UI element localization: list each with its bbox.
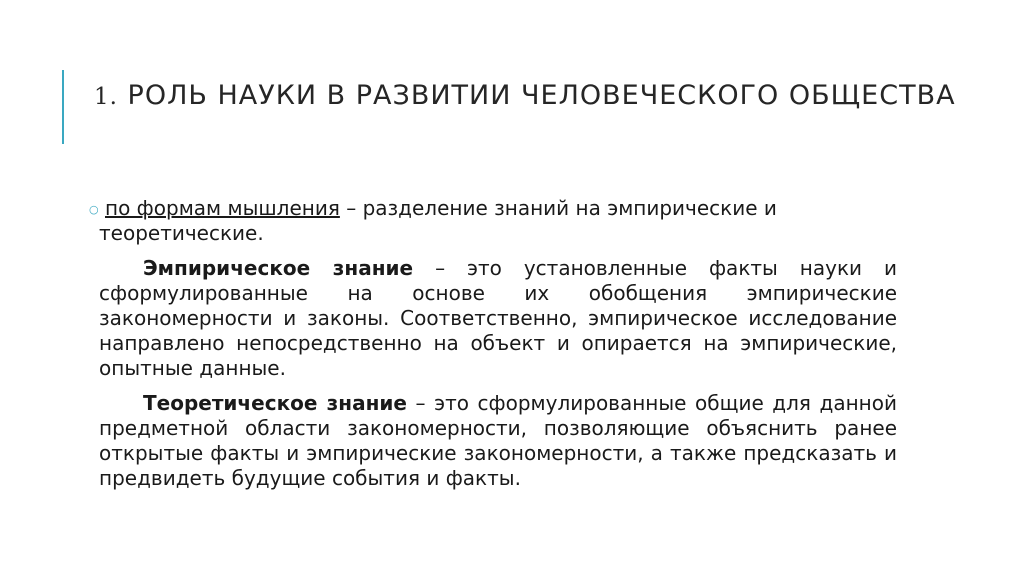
bullet-item	[89, 196, 897, 246]
theoretical-text: – это сформулированные общие для данной предметной области закономерности, позволяющие объяснить ранее открытые факты и эмпирические закономерности, а также предсказать и предвидеть будущие события и факты.	[99, 391, 897, 490]
bullet-text: – разделение знаний на эмпирические и теоретические.	[99, 196, 777, 245]
theoretical-term: Теоретическое знание	[143, 391, 407, 415]
slide-title	[94, 80, 974, 113]
empirical-term: Эмпирическое знание	[143, 256, 414, 280]
title-accent-bar	[62, 70, 64, 144]
bullet-circle-icon: ○	[89, 203, 99, 216]
title-text: РОЛЬ НАУКИ В РАЗВИТИИ ЧЕЛОВЕЧЕСКОГО ОБЩЕСТВА	[127, 80, 956, 111]
theoretical-paragraph	[99, 391, 897, 491]
bullet-lead-term: по формам мышления	[105, 196, 340, 220]
slide-body	[89, 196, 897, 501]
empirical-paragraph	[99, 256, 897, 381]
title-number: 1.	[94, 84, 118, 110]
empirical-text: – это установленные факты науки и сформулированные на основе их обобщения эмпирические закономерности и законы. Соответственно, эмпирическое исследование направлено непосредственно на объект и опирается на эмпирические, опытные данные.	[99, 256, 897, 380]
